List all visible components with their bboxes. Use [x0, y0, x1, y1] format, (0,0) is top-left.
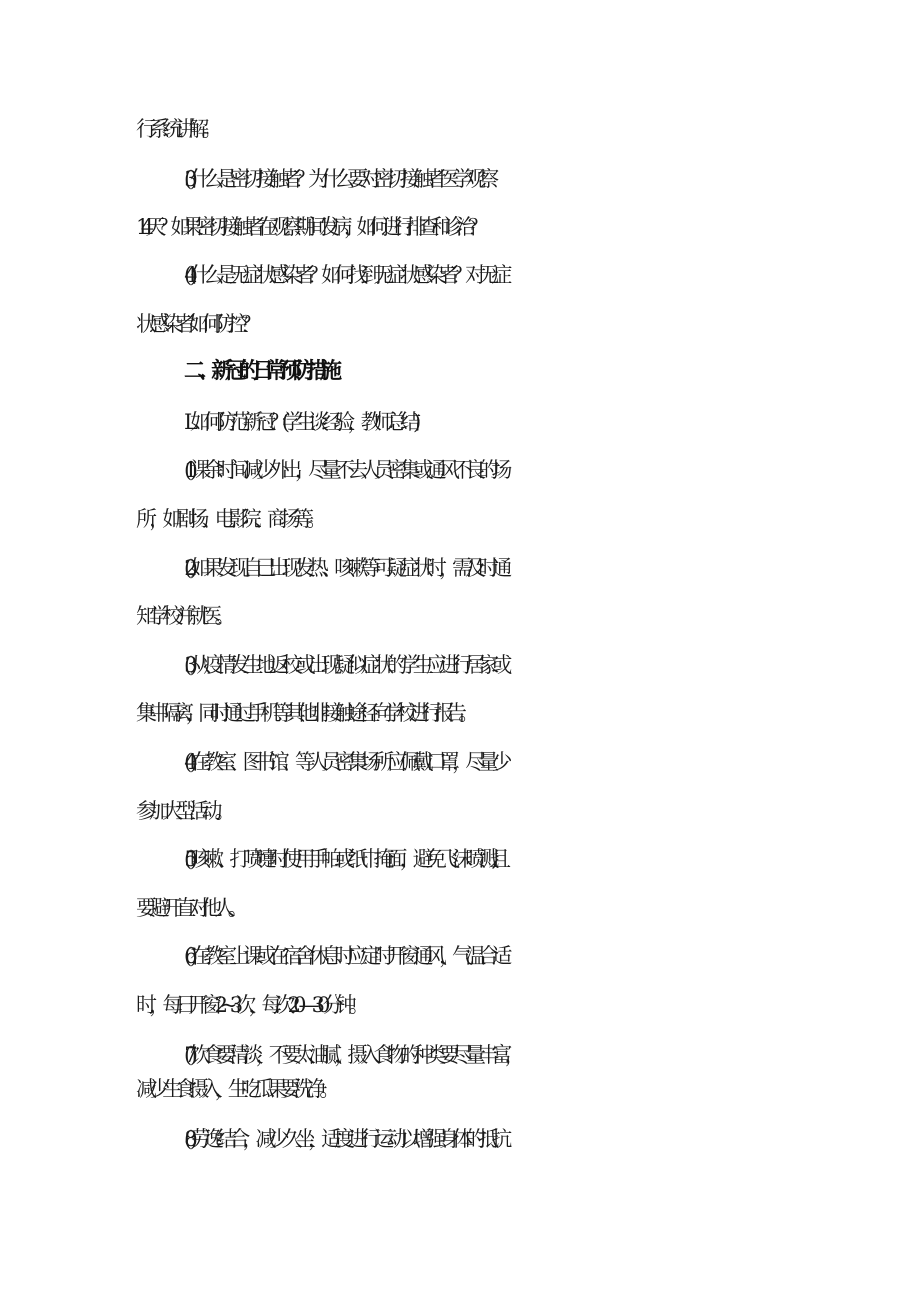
text-line: L如何防范新冠？(学生谈经验，教师总结) — [184, 410, 414, 434]
text-line: 所，如剧场、电影院、商场等。 — [136, 507, 320, 531]
text-line: 减少生食摄入，生吃瓜果要洗净。 — [136, 1077, 333, 1101]
text-line: 时，每日开窗2~3次，每次20—30分钟。 — [136, 993, 362, 1017]
text-line: 行系统讲解。 — [136, 117, 215, 141]
text-line: (1)课余时间减少外出，尽量不去人员密集或通风不良的场 — [184, 458, 505, 482]
text-line: (4)什么是无症状感染者？如何找到无症状感染者？对无症 — [184, 263, 505, 287]
text-line: 知学校并就医。 — [136, 604, 228, 628]
text-line: (2)如果发现自己出现发热、咳嗽等可疑症状时，需及时通 — [184, 556, 505, 580]
text-line: 状感染者如何防控？ — [136, 312, 254, 336]
text-line: (7)饮食要清淡，不要太油腻，摄入食物的种类要尽量丰富， — [184, 1043, 518, 1067]
text-line: (3)什么是密切接触者？为什么要对密切接触者医学观察 — [184, 167, 492, 191]
text-line: (6)在教室上课或在宿舍休息时应定时开窗通风，气温合适 — [184, 944, 505, 968]
text-line: 参加大型活动。 — [136, 799, 228, 823]
text-line: 集中隔离，同时通过手机等其他非接触途径向学校进行报告。 — [136, 701, 471, 725]
text-line: (5)咳嗽、打喷嚏时使用手帕或纸巾掩面，避免飞沫喷溅,且 — [184, 847, 504, 871]
text-line: (8)劳逸结合，减少久坐，适度进行运动以增强身体的抵抗 — [184, 1127, 505, 1151]
text-line: 14天？如果密切接触者在观察期间发病，如何进行排查和诊治？ — [136, 215, 481, 239]
text-line: (4)在教室、图书馆、等人员密集场所应佩戴口罩，尽量少 — [184, 750, 505, 774]
text-line: (3)从疫情发生地返校或出现疑似症状的学生应进行居家或 — [184, 653, 505, 677]
text-line: 要避开直对他人。 — [136, 896, 241, 920]
section-heading: 二、新冠的日常预防措施 — [184, 359, 334, 384]
